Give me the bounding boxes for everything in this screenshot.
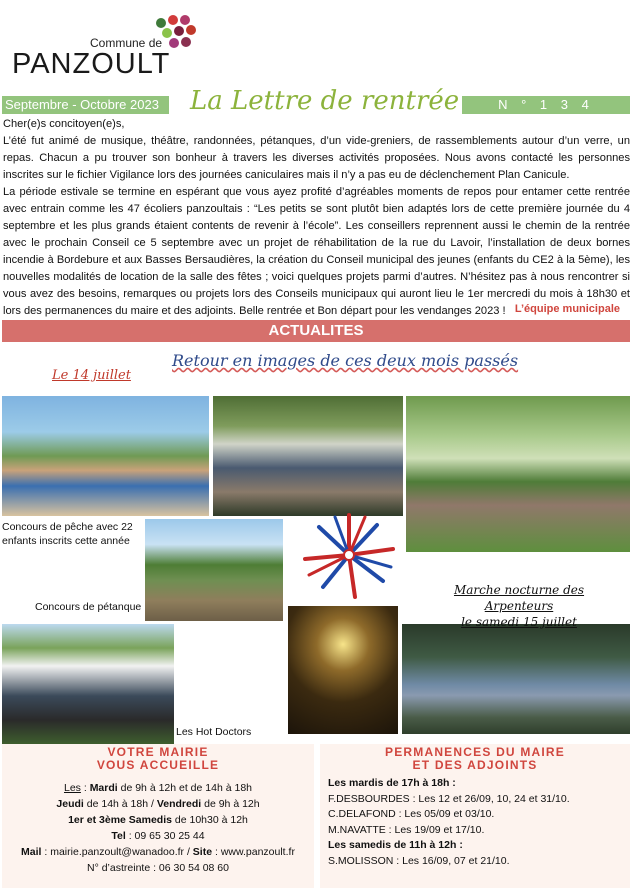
caption-peche: Concours de pêche avec 22 enfants inscrits cette année: [2, 521, 133, 547]
mairie-title-line-1: VOTRE MAIRIE: [107, 745, 209, 759]
hours-vendredi: Vendredi: [156, 798, 202, 810]
photo-petanque: [145, 519, 283, 621]
permanence-molisson: S.MOLISSON : Les 16/09, 07 et 21/10.: [328, 854, 510, 867]
caption-hot-doctors: Les Hot Doctors: [176, 726, 252, 738]
permanence-navatte: M.NAVATTE : Les 19/09 et 17/10.: [328, 823, 485, 836]
caption-marche-line-2: le samedi 15 juillet: [461, 615, 577, 629]
phone-label: Tel: [111, 830, 126, 842]
photo-marche-nocturne: [402, 624, 630, 734]
hours-jeudi: Jeudi: [56, 798, 84, 810]
photo-14-juillet-picnic: [406, 396, 630, 552]
hours-line-2: [2, 796, 314, 812]
mairie-title-line-2: VOUS ACCUEILLE: [96, 758, 220, 772]
mail-label: Mail: [21, 846, 42, 858]
logo-commune-de: Commune de: [90, 36, 163, 50]
newsletter-title: La Lettre de rentrée: [190, 86, 460, 116]
permanences-title: [320, 746, 630, 772]
issue-date: Septembre - Octobre 2023: [2, 96, 169, 114]
photo-hot-doctors-stage: [2, 624, 174, 744]
tuesdays-label: Les mardis de 17h à 18h :: [328, 777, 456, 789]
hours-samedis: 1er et 3ème Samedis: [68, 814, 172, 826]
hours-mardi-times: de 9h à 12h et de 14h à 18h: [120, 782, 252, 794]
photo-14-juillet-group: [2, 396, 209, 516]
hours-vendredi-times: de 9h à 12h: [204, 798, 260, 810]
photo-night-performance: [288, 606, 398, 734]
permanence-delafond: C.DELAFOND : Les 05/09 et 03/10.: [328, 808, 495, 820]
permanence-desbourdes: F.DESBOURDES : Les 12 et 26/09, 10, 24 et 31/10.: [328, 792, 570, 805]
fireworks-icon: [286, 509, 412, 605]
issue-number: N ° 1 3 4: [462, 96, 630, 114]
intro-letter: [3, 116, 630, 320]
intro-paragraph-2: La période estivale se termine en espérant que vous ayez profité d’agréables moments de repos pour entamer cette rentrée avec entrain comme les 47 écoliers panzoultais : “Les petits se sont plutôt bien adaptés lors de cette première journée du 4 septembre et les plus grands étaient contents de revenir à l’école”. Les conseillers reprennent aussi le chemin de la rentrée avec le prochain Conseil ce 5 septembre avec un projet de réhabilitation de la rue du Lavoir, l’installation de deux bornes incendie à Bordebure et aux Basses Bersaudières, la création du Conseil municipal des jeunes (enfants du CE2 à la 5ème), les nouvelles modalités de location de la salle des fêtes ; voici quelques projets parmi d’autres. N’hésitez pas à nous rencontrer si vous avez des besoins, remarques ou projets lors des Conseils municipaux qui auront lieu le 1er mercredi du mois à 18h30 et lors des permanences du maire et des adjoints. Belle rentrée et Bon départ pour les vendanges 2023 !: [3, 186, 630, 317]
saturdays-label: Les samedis de 11h à 12h :: [328, 839, 463, 851]
mairie-hours-list: [2, 780, 314, 876]
hours-samedis-times: de 10h30 à 12h: [174, 814, 248, 826]
permanences-title-line-2: ET DES ADJOINTS: [412, 758, 538, 772]
actualites-heading: ACTUALITES: [2, 320, 630, 342]
actualites-subtitle: Retour en images de ces deux mois passés: [172, 351, 519, 370]
mairie-hours-box: [2, 744, 314, 888]
hours-jeudi-times: de 14h à 18h /: [86, 798, 154, 810]
permanences-list: [320, 776, 630, 869]
site-value[interactable]: : www.panzoult.fr: [214, 846, 295, 858]
mail-value[interactable]: : mairie.panzoult@wanadoo.fr /: [44, 846, 190, 858]
intro-paragraph-1: L’été fut animé de musique, théâtre, randonnées, pétanques, d’un vide-greniers, de rassemblements autour d’un verre, un repas. Chacun a pu trouver son bonheur à travers les diverses activités proposées. Nous avons contacté les personnes inscrites sur le fichier Vigilance lors des journées caniculaires mais il n’y a pas eu de déclenchement Plan Canicule.: [3, 135, 630, 181]
hours-mardi: Mardi: [89, 782, 118, 794]
hours-les: Les: [63, 782, 81, 794]
caption-marche-line-1: Marche nocturne des Arpenteurs: [453, 583, 585, 613]
photo-14-juillet-crowd: [213, 396, 403, 516]
astreinte-line: N° d’astreinte : 06 30 54 08 60: [87, 862, 229, 874]
greeting: Cher(e)s concitoyen(e)s,: [3, 118, 125, 130]
mairie-title: [2, 746, 314, 772]
phone-line: [2, 828, 314, 844]
hours-line-1: Les : Mardi de 9h à 12h et de 14h à 18h: [63, 782, 252, 794]
contact-line: [2, 844, 314, 860]
caption-petanque: Concours de pétanque: [35, 601, 142, 613]
logo-panzoult: PANZOULT: [12, 48, 171, 80]
site-label: Site: [192, 846, 213, 858]
label-14-juillet: Le 14 juillet: [52, 368, 131, 383]
caption-marche-nocturne: [424, 582, 614, 630]
commune-logo: [12, 14, 202, 80]
permanences-title-line-1: PERMANENCES DU MAIRE: [384, 745, 565, 759]
hours-line-3: [2, 812, 314, 828]
phone-value[interactable]: : 09 65 30 25 44: [128, 830, 205, 842]
permanences-box: [320, 744, 630, 888]
signature: L’équipe municipale: [514, 303, 620, 315]
